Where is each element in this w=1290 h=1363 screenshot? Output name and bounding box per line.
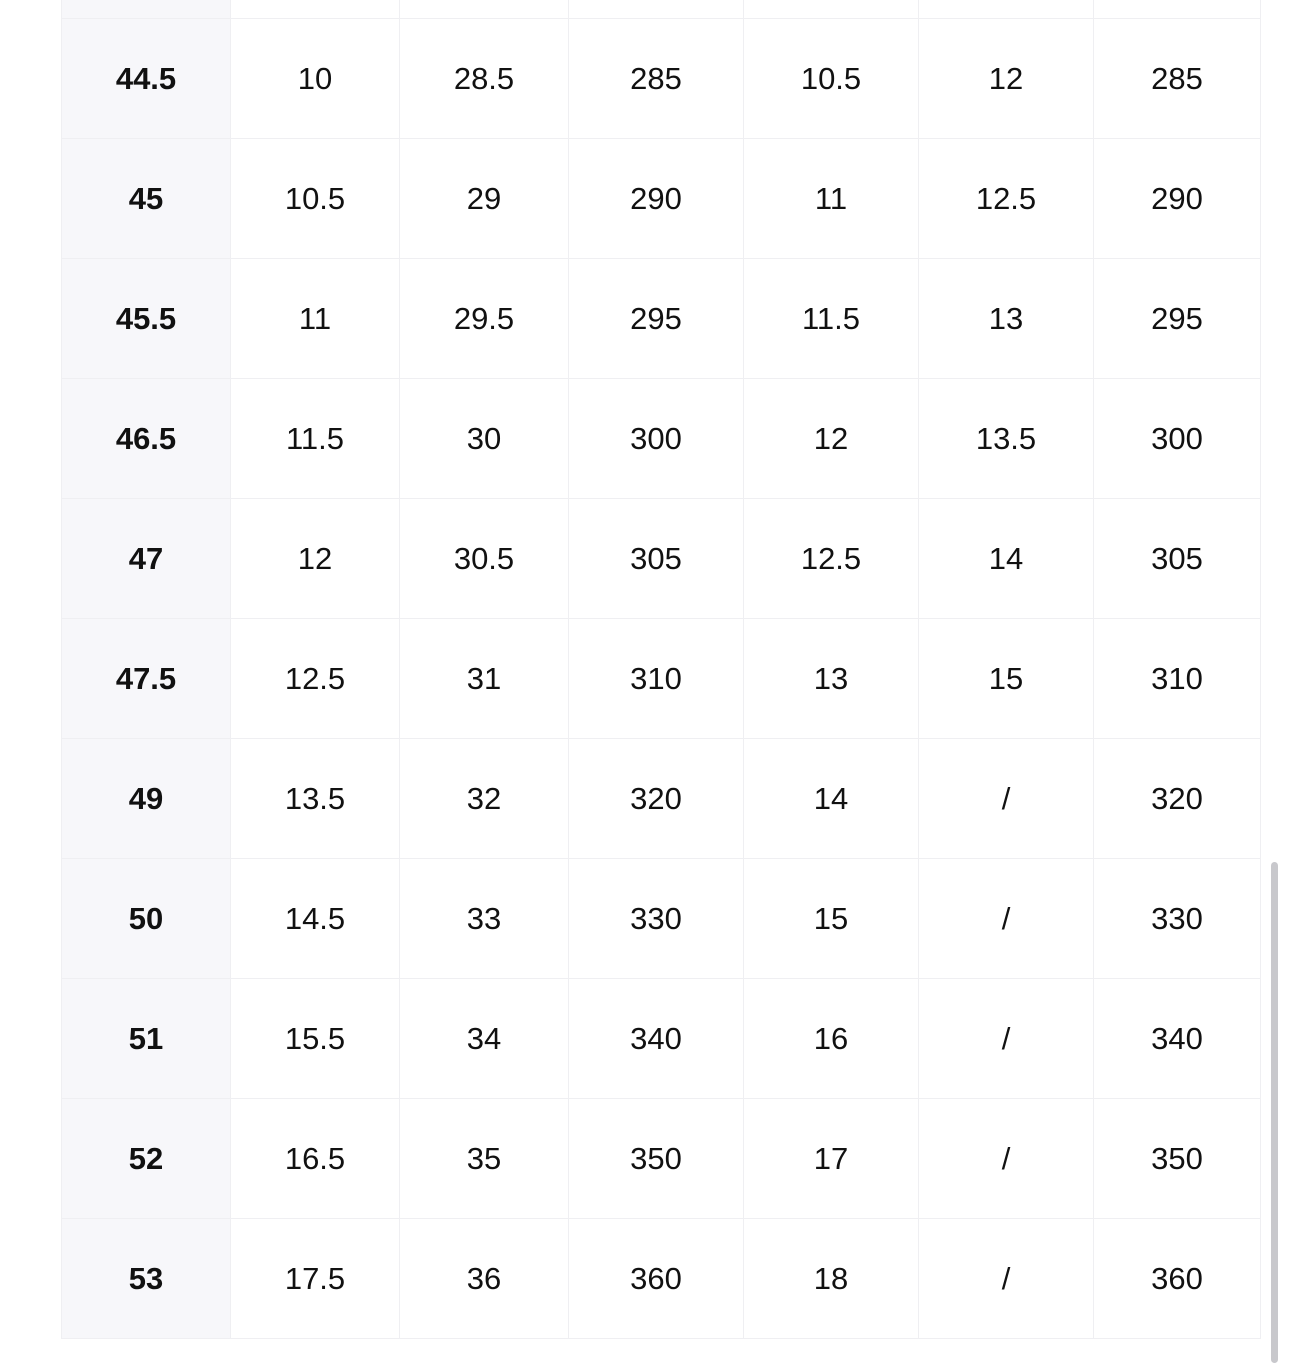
table-cell: 16 [744, 979, 919, 1099]
table-cell: 295 [1094, 259, 1261, 379]
table-cell: 300 [1094, 379, 1261, 499]
table-cell: 17 [744, 1099, 919, 1219]
table-cell: 11.5 [744, 259, 919, 379]
table-cell: 11 [744, 139, 919, 259]
table-row [62, 139, 1261, 259]
table-cell-eu-size: 46.5 [62, 379, 231, 499]
table-cell: / [919, 1099, 1094, 1219]
table-cell: 14 [744, 739, 919, 859]
table-cell [1094, 0, 1261, 19]
table-row [62, 379, 1261, 499]
table-cell: 295 [569, 259, 744, 379]
table-cell: 305 [569, 499, 744, 619]
table-cell: 11.5 [231, 379, 400, 499]
table-cell: 12 [231, 499, 400, 619]
table-cell [919, 0, 1094, 19]
table-cell: 31 [400, 619, 569, 739]
table-cell: 285 [569, 19, 744, 139]
table-cell: 330 [1094, 859, 1261, 979]
table-row [62, 739, 1261, 859]
table-cell-eu-size: 52 [62, 1099, 231, 1219]
scrollbar-thumb[interactable] [1271, 862, 1278, 1363]
table-cell: 13 [744, 619, 919, 739]
table-cell: 12.5 [231, 619, 400, 739]
table-cell [569, 0, 744, 19]
table-cell: 30.5 [400, 499, 569, 619]
table-cell: 14.5 [231, 859, 400, 979]
table-cell: 12.5 [919, 139, 1094, 259]
table-cell: 35 [400, 1099, 569, 1219]
table-cell: 12.5 [744, 499, 919, 619]
table-cell: 16.5 [231, 1099, 400, 1219]
table-cell: 15 [919, 619, 1094, 739]
table-cell: 290 [569, 139, 744, 259]
table-cell: 340 [1094, 979, 1261, 1099]
table-cell: 360 [569, 1219, 744, 1339]
table-row [62, 259, 1261, 379]
table-cell: / [919, 1219, 1094, 1339]
table-row [62, 979, 1261, 1099]
table-cell: 14 [919, 499, 1094, 619]
table-cell-eu-size: 51 [62, 979, 231, 1099]
table-cell: 310 [1094, 619, 1261, 739]
size-chart-body [62, 0, 1261, 1339]
table-cell-eu-size [62, 0, 231, 19]
table-row [62, 0, 1261, 19]
table-cell: 10.5 [744, 19, 919, 139]
table-cell: 13.5 [919, 379, 1094, 499]
table-cell: 290 [1094, 139, 1261, 259]
table-cell-eu-size: 45 [62, 139, 231, 259]
table-cell: 10 [231, 19, 400, 139]
table-cell: 330 [569, 859, 744, 979]
table-cell: / [919, 979, 1094, 1099]
table-cell: 29.5 [400, 259, 569, 379]
table-cell: 13.5 [231, 739, 400, 859]
table-cell: 360 [1094, 1219, 1261, 1339]
table-cell: 30 [400, 379, 569, 499]
table-cell [400, 0, 569, 19]
table-row [62, 1219, 1261, 1339]
table-cell: 15.5 [231, 979, 400, 1099]
table-cell [744, 0, 919, 19]
table-cell [231, 0, 400, 19]
table-row [62, 19, 1261, 139]
size-chart-table [61, 0, 1261, 1339]
table-cell: 29 [400, 139, 569, 259]
table-cell: 12 [919, 19, 1094, 139]
table-row [62, 859, 1261, 979]
table-cell: 11 [231, 259, 400, 379]
table-row [62, 499, 1261, 619]
table-cell-eu-size: 45.5 [62, 259, 231, 379]
table-cell: 300 [569, 379, 744, 499]
table-cell: 320 [569, 739, 744, 859]
table-cell: 28.5 [400, 19, 569, 139]
table-cell-eu-size: 53 [62, 1219, 231, 1339]
table-cell-eu-size: 47.5 [62, 619, 231, 739]
table-cell: / [919, 739, 1094, 859]
table-cell: 17.5 [231, 1219, 400, 1339]
table-row [62, 1099, 1261, 1219]
table-cell: 13 [919, 259, 1094, 379]
table-cell: 350 [569, 1099, 744, 1219]
table-cell: 32 [400, 739, 569, 859]
table-cell: 305 [1094, 499, 1261, 619]
table-cell: 320 [1094, 739, 1261, 859]
table-cell: 10.5 [231, 139, 400, 259]
table-cell: 350 [1094, 1099, 1261, 1219]
table-cell: 18 [744, 1219, 919, 1339]
table-cell: 340 [569, 979, 744, 1099]
table-cell: / [919, 859, 1094, 979]
table-cell: 285 [1094, 19, 1261, 139]
table-cell: 310 [569, 619, 744, 739]
table-cell-eu-size: 47 [62, 499, 231, 619]
table-cell: 34 [400, 979, 569, 1099]
table-cell: 33 [400, 859, 569, 979]
table-cell-eu-size: 44.5 [62, 19, 231, 139]
table-cell-eu-size: 50 [62, 859, 231, 979]
table-cell: 15 [744, 859, 919, 979]
table-cell: 12 [744, 379, 919, 499]
table-cell-eu-size: 49 [62, 739, 231, 859]
table-cell: 36 [400, 1219, 569, 1339]
table-row [62, 619, 1261, 739]
